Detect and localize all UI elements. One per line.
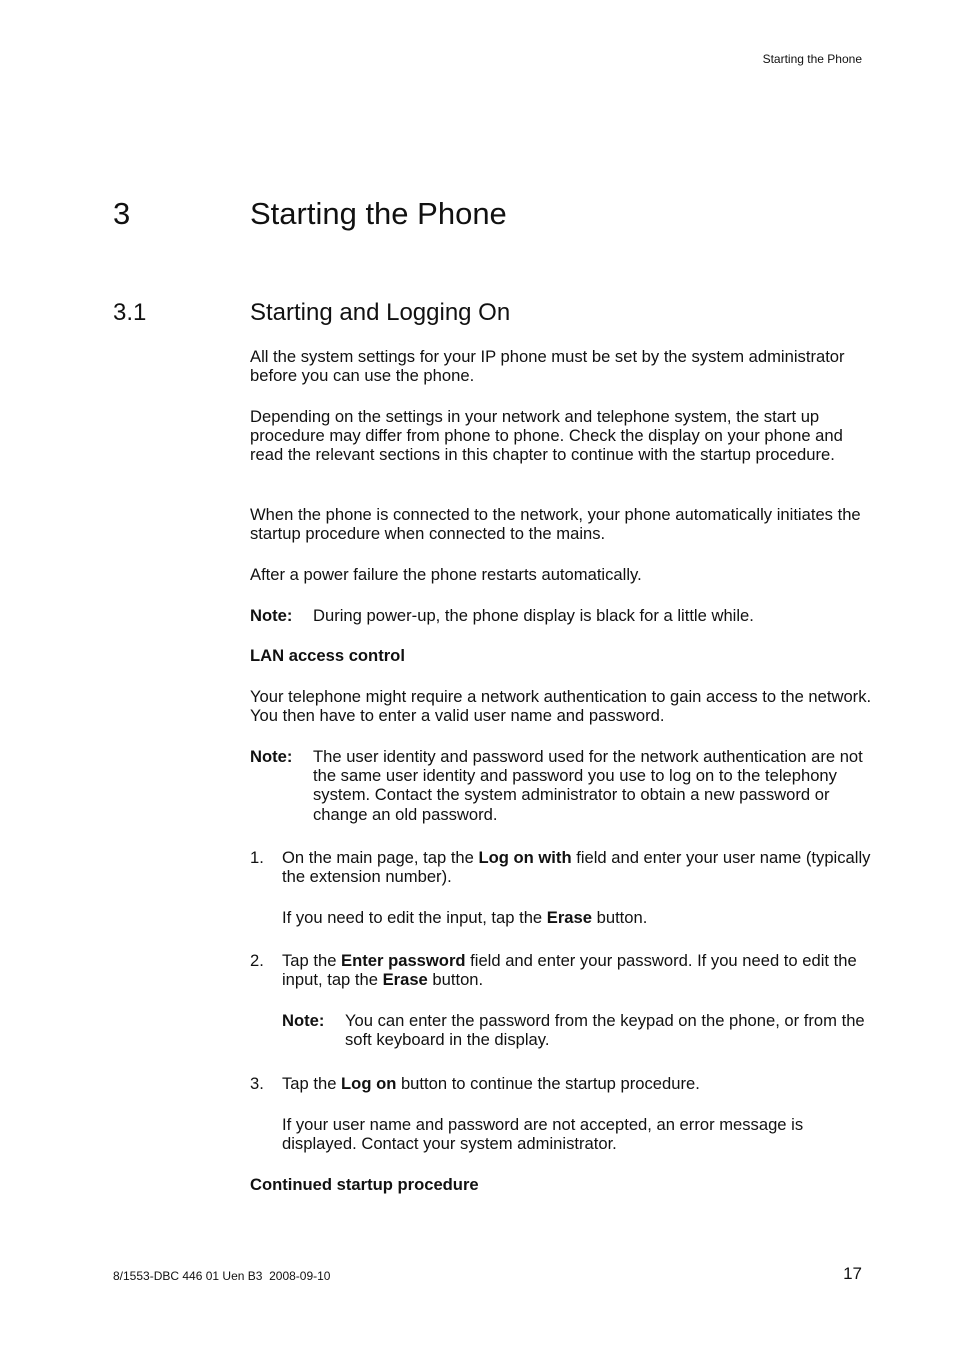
- chapter-number: 3: [113, 196, 131, 231]
- step-text: [282, 951, 872, 989]
- step-text: [282, 1074, 872, 1093]
- note-text: The user identity and password used for the network authentication are not the same user identity and password you use to log on to the telephony system. Contact the system administrator to obtain a new password or change an old password.: [313, 747, 863, 824]
- paragraph-power-failure: [250, 565, 872, 584]
- button-name: Log on: [341, 1074, 397, 1093]
- paragraph-text: [282, 908, 872, 927]
- button-name: Erase: [382, 970, 428, 990]
- section-number: 3.1: [113, 299, 147, 326]
- step-text-part: button.: [427, 970, 484, 990]
- note-keypad: [282, 1011, 872, 1049]
- step-number: 1.: [250, 848, 264, 867]
- step-text-part: field and enter your password. If you need to edit the input, tap the: [282, 951, 857, 990]
- paragraph-lan: [250, 687, 872, 725]
- step-text-part: On the main page, tap the: [282, 848, 479, 867]
- note-label: Note:: [250, 747, 293, 766]
- step-number: 2.: [250, 951, 264, 970]
- step-3: [250, 1074, 872, 1093]
- step-text-part: button.: [592, 908, 648, 927]
- note-label: Note:: [282, 1011, 325, 1030]
- paragraph-depending: [250, 407, 872, 465]
- paragraph-text: If your user name and password are not accepted, an error message is displayed. Contact your system administrator.: [282, 1115, 804, 1154]
- step-text-part: If you need to edit the input, tap the: [282, 908, 547, 927]
- note-text: You can enter the password from the keypad on the phone, or from the soft keyboard in the display.: [345, 1011, 865, 1050]
- section-title: Starting and Logging On: [250, 299, 511, 326]
- chapter-title: Starting the Phone: [250, 196, 507, 231]
- paragraph-text: Depending on the settings in your network and telephone system, the start up procedure may differ from phone to phone. Check the display on your phone and read the relevant sections in this chapter to continue with the startup procedure.: [250, 407, 843, 465]
- page-number: 17: [843, 1264, 862, 1283]
- note-label: Note:: [250, 606, 293, 625]
- heading-lan-access: LAN access control: [250, 646, 405, 665]
- step-text-part: Tap the: [282, 1074, 342, 1093]
- step-1: [250, 848, 872, 886]
- note-network-auth: [250, 747, 872, 824]
- paragraph-text: All the system settings for your IP phone must be set by the system administrator before you can use the phone.: [250, 347, 845, 386]
- heading-continued-startup: Continued startup procedure: [250, 1175, 479, 1194]
- field-name: Log on with: [478, 848, 572, 867]
- running-header: Starting the Phone: [762, 52, 862, 66]
- paragraph-connected: [250, 505, 872, 543]
- step-text-part: Tap the: [282, 951, 342, 970]
- note-text: During power-up, the phone display is black for a little while.: [313, 606, 754, 625]
- paragraph-text: After a power failure the phone restarts automatically.: [250, 565, 642, 584]
- step-text-part: button to continue the startup procedure.: [396, 1074, 700, 1093]
- paragraph-settings: [250, 347, 872, 385]
- paragraph-text: When the phone is connected to the network, your phone automatically initiates the startup procedure when connected to the mains.: [250, 505, 861, 544]
- step-1-sub: [282, 908, 872, 927]
- step-3-sub: [282, 1115, 872, 1153]
- note-power-up: [250, 606, 872, 625]
- field-name: Enter password: [341, 951, 466, 970]
- step-number: 3.: [250, 1074, 264, 1093]
- footer-document-id: 8/1553-DBC 446 01 Uen B3 2008-09-10: [113, 1269, 331, 1283]
- paragraph-text: Your telephone might require a network authentication to gain access to the network. You then have to enter a valid user name and password.: [250, 687, 872, 726]
- step-text: [282, 848, 872, 886]
- button-name: Erase: [546, 908, 592, 927]
- step-2: [250, 951, 872, 989]
- step-text-part: field and enter your user name (typically the extension number).: [282, 848, 871, 887]
